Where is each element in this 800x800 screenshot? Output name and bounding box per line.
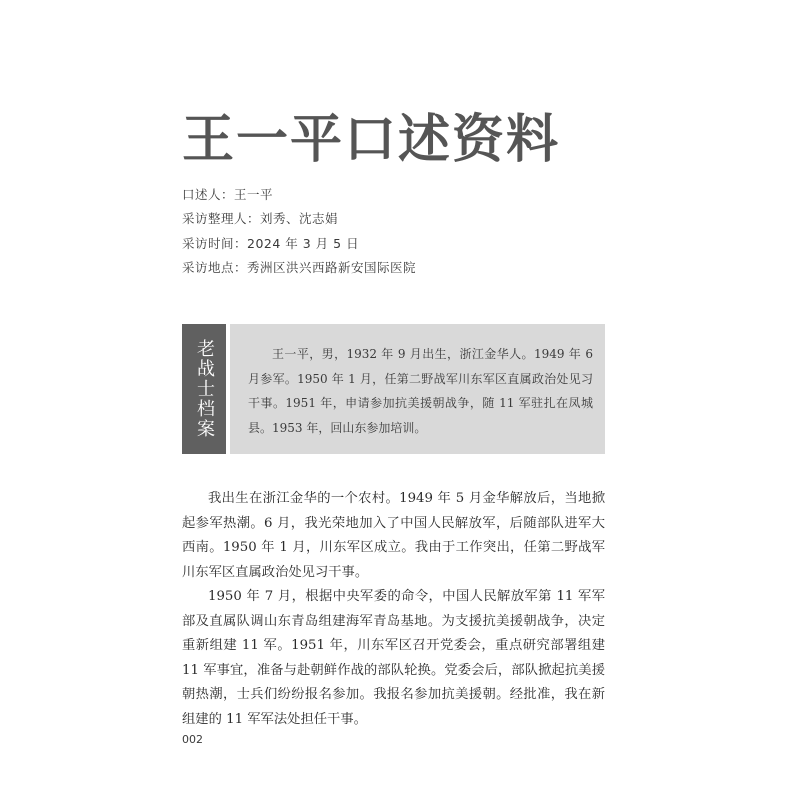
- paragraph-2: 1950 年 7 月，根据中央军委的命令，中国人民解放军第 11 军军部及直属队调山东青岛组建海军青岛基地。为支援抗美援朝战争，决定重新组建 11 军。1951 年，川东军区召开党委会，重点研究部署组建 11 军事宜，准备与赴朝鲜作战的部队轮换。党委会后，部队掀起抗美援朝热潮，士兵们纷纷报名参加。我报名参加抗美援朝。经批准，我在新组建的 11 军军法处担任干事。: [182, 589, 605, 727]
- interview-date-line: 采访时间：2024 年 3 月 5 日: [182, 235, 360, 251]
- profile-label: 老战士档案: [194, 339, 215, 439]
- page-number: 002: [182, 733, 203, 746]
- page-title: 王一平口述资料: [182, 110, 561, 170]
- interviewer-line: 采访整理人：刘秀、沈志娟: [182, 211, 339, 227]
- interview-location-line: 采访地点：秀洲区洪兴西路新安国际医院: [182, 259, 417, 275]
- paragraph-1: 我出生在浙江金华的一个农村。1949 年 5 月金华解放后，当地掀起参军热潮。6 月，我光荣地加入了中国人民解放军，后随部队进军大西南。1950 年 1 月，川东军区成立。我由于工作突出，任第二野战军川东军区直属政治处见习干事。: [182, 491, 605, 580]
- body-text: [182, 487, 605, 732]
- narrator-line: 口述人：王一平: [182, 187, 274, 202]
- interview-metadata: [182, 183, 416, 280]
- veteran-profile-box: [182, 324, 605, 454]
- profile-text: 王一平，男，1932 年 9 月出生，浙江金华人。1949 年 6 月参军。1950 年 1 月，任第二野战军川东军区直属政治处见习干事。1951 年，申请参加抗美援朝战争，随 11 军驻扎在凤城县。1953 年，回山东参加培训。: [248, 347, 593, 435]
- profile-divider: [226, 324, 230, 454]
